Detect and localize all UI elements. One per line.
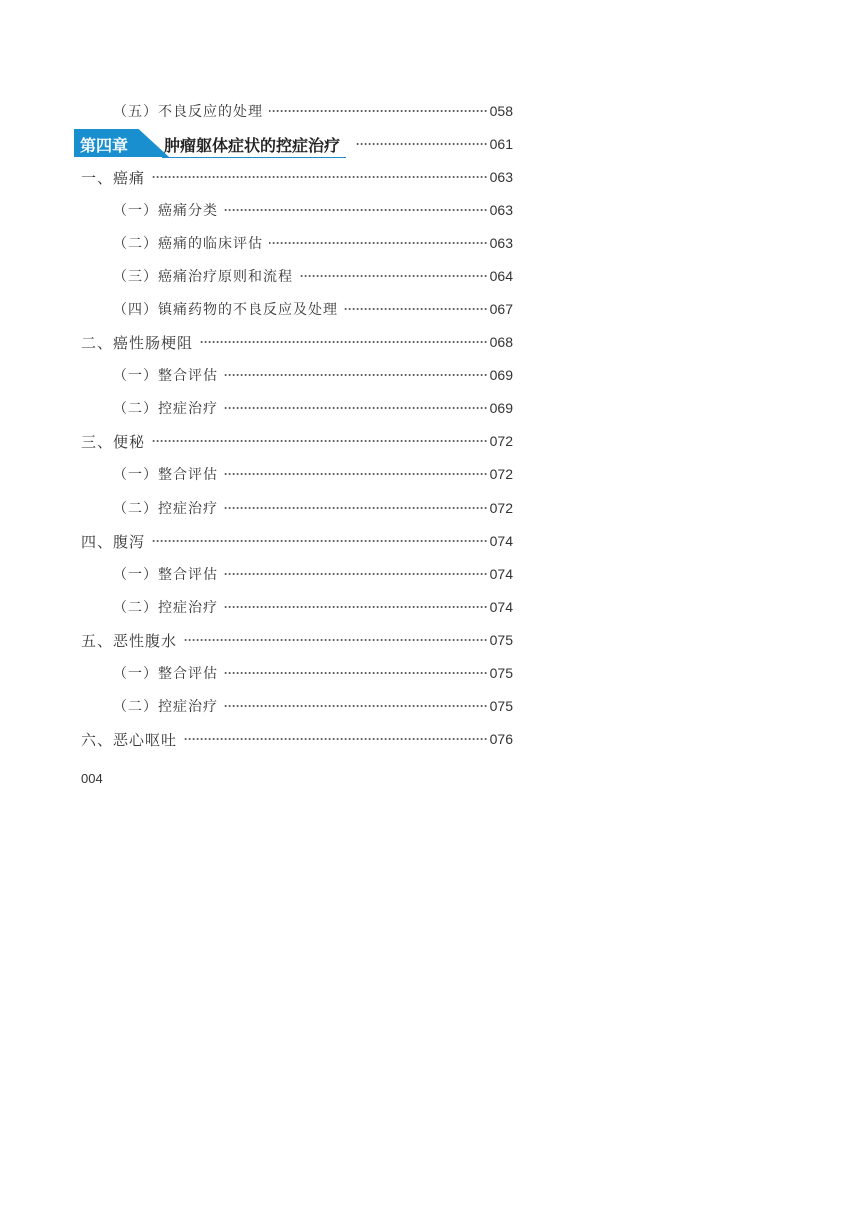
toc-entry-page: 072 [489, 500, 513, 516]
toc-entry[interactable] [113, 99, 513, 123]
toc-entry-page: 067 [489, 301, 513, 317]
toc-entry-label: 四、腹泻 [81, 532, 146, 551]
toc-entry-page: 064 [489, 268, 513, 284]
dot-leader [183, 639, 488, 641]
toc-entry-page: 072 [489, 466, 513, 482]
toc-entry-page: 063 [489, 235, 513, 251]
toc-entry[interactable] [113, 462, 513, 486]
toc-entry-page: 074 [489, 566, 513, 582]
toc-entry-label: （二）癌痛的临床评估 [113, 236, 263, 252]
dot-leader [224, 473, 488, 475]
toc-entry-page: 068 [489, 334, 513, 350]
toc-entry[interactable] [113, 595, 513, 619]
dot-leader [151, 540, 488, 542]
chapter-title-underline [162, 129, 346, 158]
toc-entry-label: （一）整合评估 [113, 666, 218, 682]
toc-entry[interactable] [113, 661, 513, 685]
dot-leader [151, 176, 488, 178]
toc-entry-label: （二）控症治疗 [113, 600, 218, 616]
toc-entry-label: 六、恶心呕吐 [81, 730, 178, 749]
toc-entry-page: 075 [489, 665, 513, 681]
dot-leader [183, 738, 488, 740]
toc-entry[interactable] [113, 496, 513, 520]
toc-entry-page: 063 [489, 202, 513, 218]
toc-entry-label: 一、癌痛 [81, 168, 146, 187]
toc-entry-page: 074 [489, 533, 513, 549]
dot-leader [224, 705, 488, 707]
toc-section-entry[interactable] [81, 330, 513, 354]
toc-entry-page: 063 [489, 169, 513, 185]
toc-entry-label: 五、恶性腹水 [81, 631, 178, 650]
dot-leader [199, 341, 488, 343]
toc-entry-label: （一）癌痛分类 [113, 203, 218, 219]
page-number: 004 [81, 771, 103, 786]
dot-leader [269, 110, 488, 112]
dot-leader [224, 606, 488, 608]
chapter-leader-row [356, 132, 513, 156]
toc-entry-label: （三）癌痛治疗原则和流程 [113, 269, 293, 285]
toc-section-entry[interactable] [81, 529, 513, 553]
dot-leader [224, 374, 488, 376]
dot-leader [356, 143, 488, 145]
toc-entry-page: 069 [489, 367, 513, 383]
chapter-page: 061 [489, 136, 513, 152]
dot-leader [151, 440, 488, 442]
toc-entry[interactable] [113, 396, 513, 420]
dot-leader [224, 672, 488, 674]
toc-entry-page: 074 [489, 599, 513, 615]
dot-leader [224, 407, 488, 409]
toc-entry-label: （二）控症治疗 [113, 401, 218, 417]
toc-entry[interactable] [113, 198, 513, 222]
toc-entry-label: 三、便秘 [81, 432, 146, 451]
dot-leader [224, 209, 488, 211]
toc-entry-page: 075 [489, 698, 513, 714]
toc-entry[interactable] [113, 297, 513, 321]
toc-entry-page: 058 [489, 103, 513, 119]
toc-section-entry[interactable] [81, 165, 513, 189]
toc-entry-page: 075 [489, 632, 513, 648]
toc-entry-label: （一）整合评估 [113, 567, 218, 583]
dot-leader [299, 275, 488, 277]
toc-section-entry[interactable] [81, 429, 513, 453]
toc-entry-label: （一）整合评估 [113, 467, 218, 483]
toc-entry-page: 069 [489, 400, 513, 416]
dot-leader [344, 308, 488, 310]
toc-entry-page: 076 [489, 731, 513, 747]
toc-entry[interactable] [113, 694, 513, 718]
toc-entry[interactable] [113, 231, 513, 255]
dot-leader [224, 507, 488, 509]
toc-entry[interactable] [113, 264, 513, 288]
toc-entry-label: （一）整合评估 [113, 368, 218, 384]
toc-section-entry[interactable] [81, 727, 513, 751]
toc-entry-label: （四）镇痛药物的不良反应及处理 [113, 302, 338, 318]
dot-leader [269, 242, 488, 244]
toc-entry-label: （二）控症治疗 [113, 699, 218, 715]
toc-entry-label: （五）不良反应的处理 [113, 104, 263, 120]
toc-entry-label: （二）控症治疗 [113, 501, 218, 517]
toc-entry[interactable] [113, 363, 513, 387]
toc-entry-label: 二、癌性肠梗阻 [81, 333, 194, 352]
toc-section-entry[interactable] [81, 628, 513, 652]
dot-leader [224, 573, 488, 575]
toc-entry[interactable] [113, 562, 513, 586]
chapter-title: 肿瘤躯体症状的控症治疗 [164, 136, 341, 155]
chapter-heading[interactable] [74, 129, 513, 159]
toc-entry-page: 072 [489, 433, 513, 449]
chapter-number: 第四章 [80, 136, 129, 155]
